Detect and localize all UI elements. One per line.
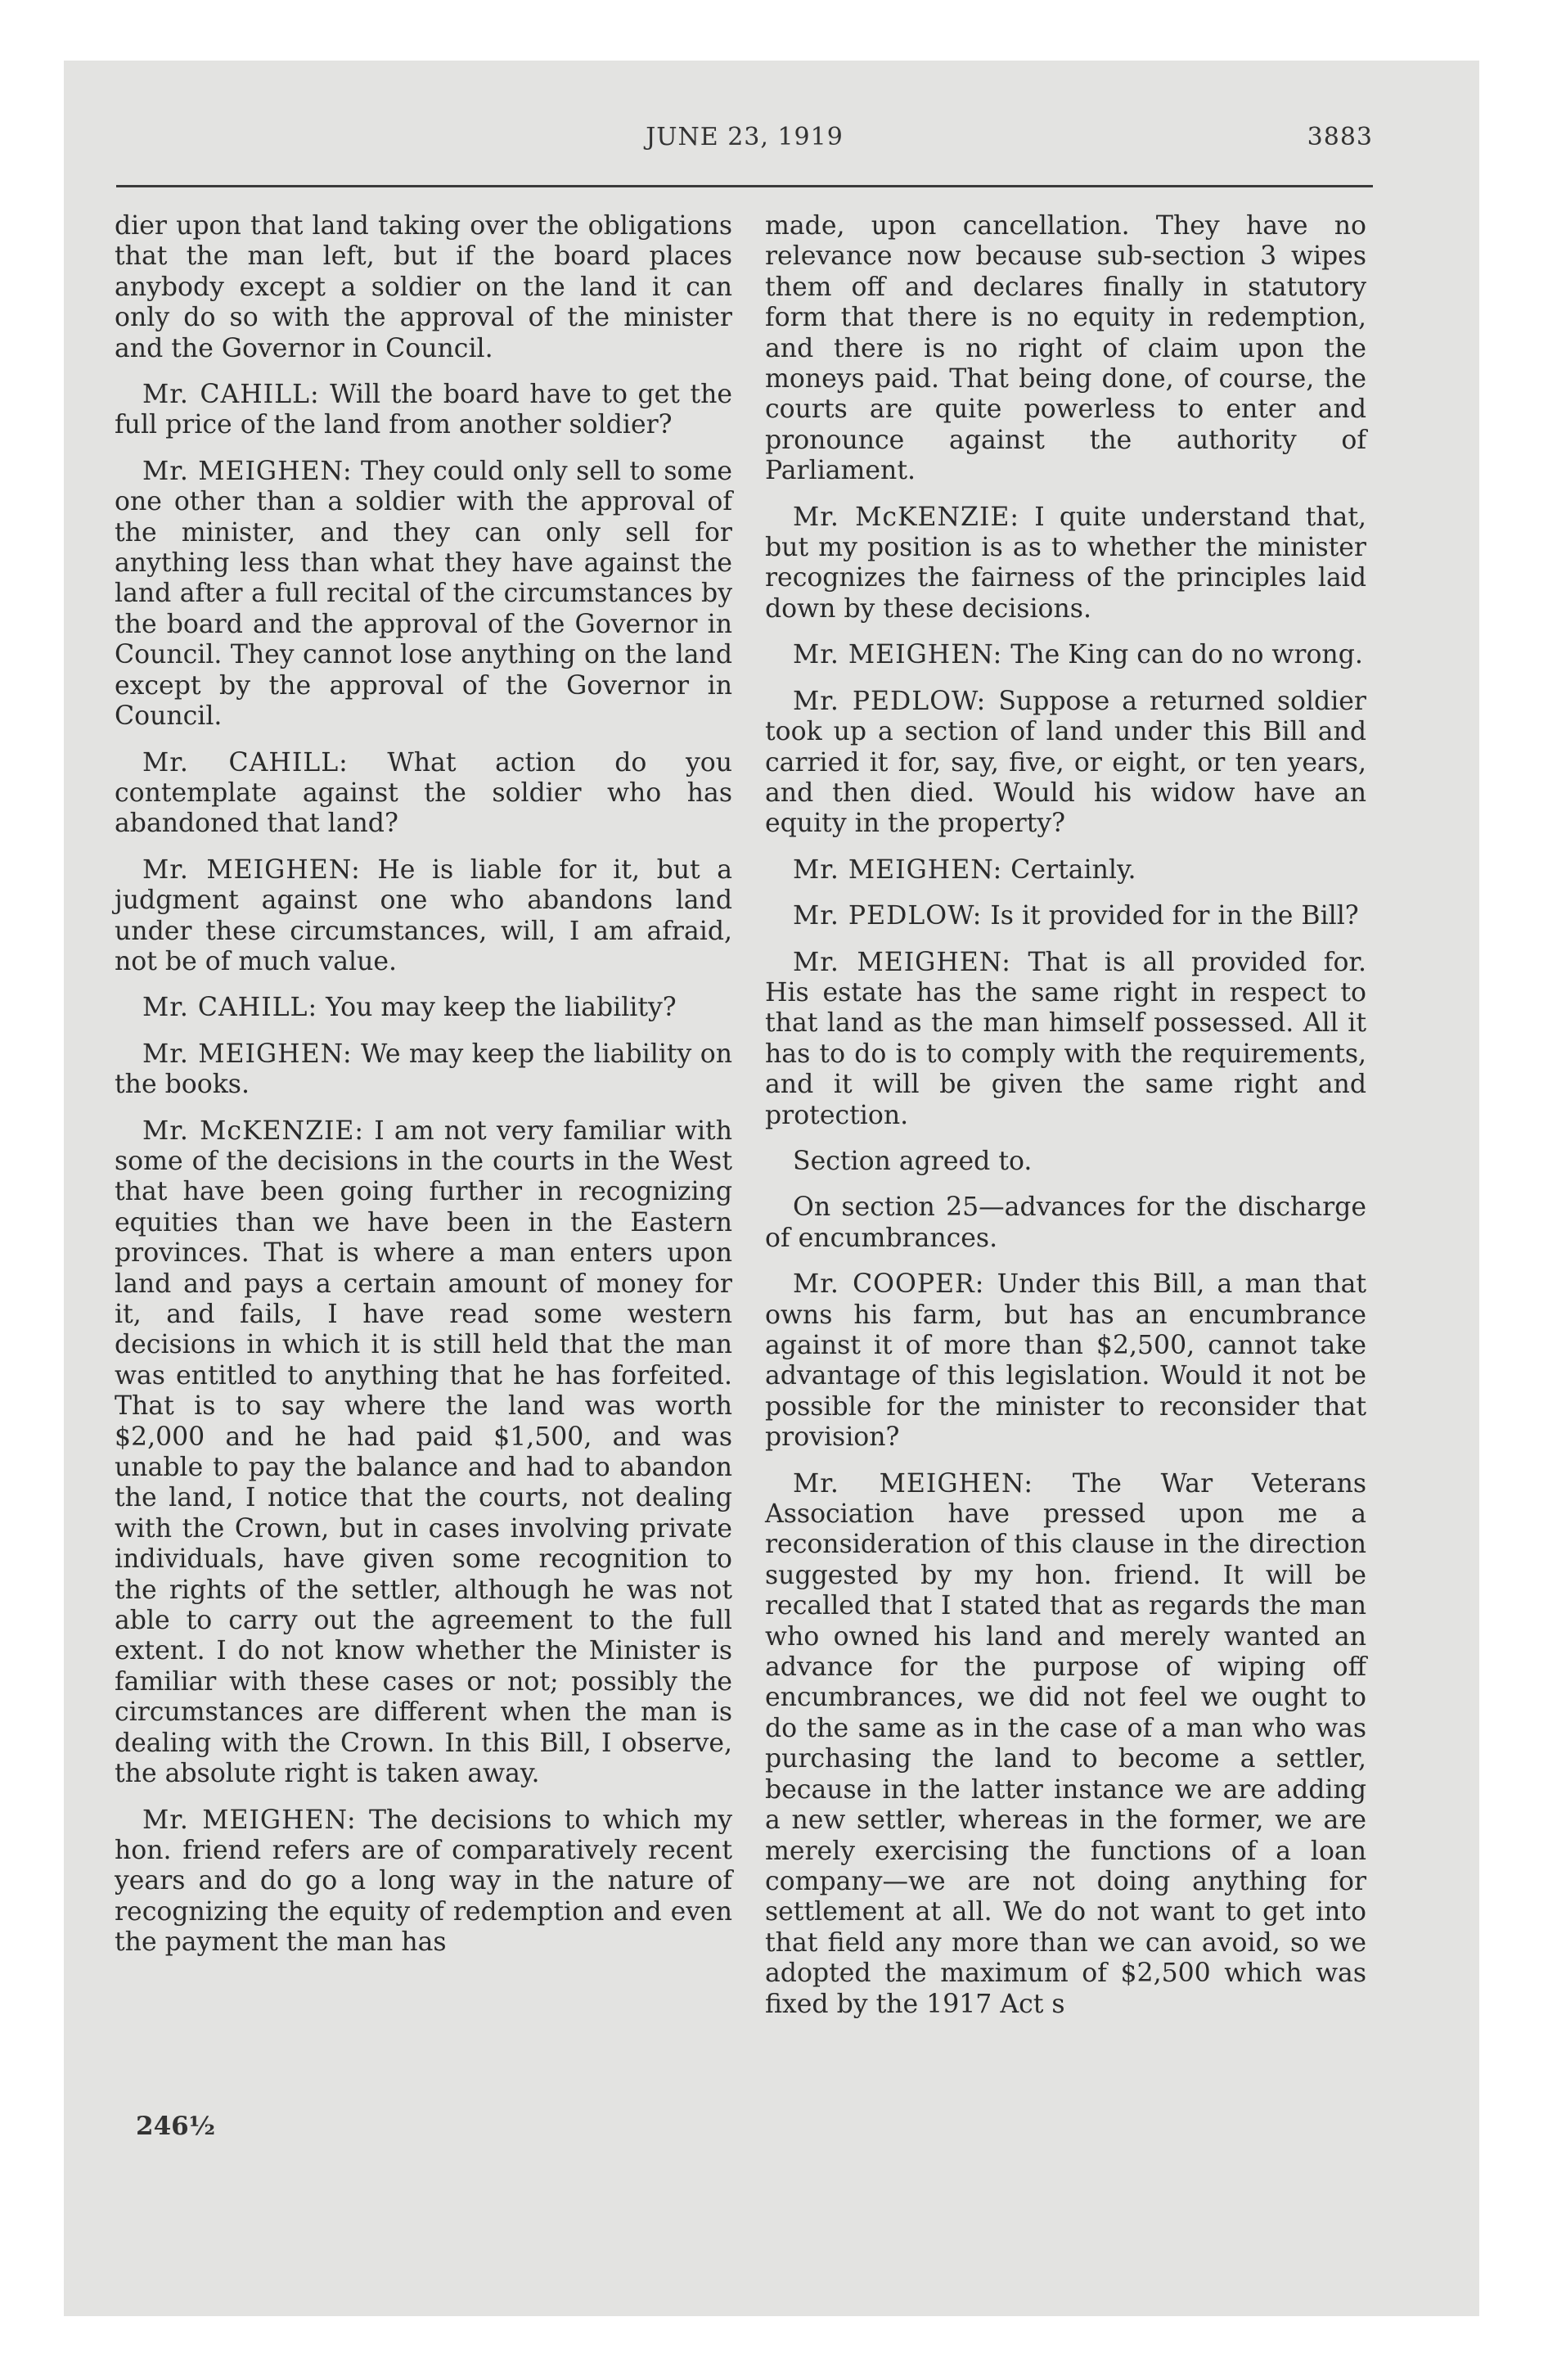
paragraph: Mr. MEIGHEN: They could only sell to some one other than a soldier with the approval of the minister, and they can only sell for anything less than what they have against the land after a full recital of the circumstances by the board and the approval of the Governor in Council. They cannot lose anything on the land except by the approval of the Governor in Council.	[115, 456, 733, 732]
paragraph: Mr. CAHILL: You may keep the liability?	[142, 993, 677, 1023]
paragraph: Mr. MEIGHEN: Certainly.	[793, 854, 1136, 885]
speaker-name: Mr. McKENZIE:	[142, 1116, 365, 1146]
page-date: JUNE 23, 1919	[646, 123, 844, 151]
speaker-name: Mr. MEIGHEN:	[793, 947, 1011, 977]
speaker-name: Mr. MEIGHEN:	[142, 854, 361, 885]
paragraph: Mr. PEDLOW: Is it provided for in the Bill?	[793, 901, 1359, 931]
paragraph: On section 25—advances for the discharge of encumbrances.	[765, 1192, 1366, 1253]
paragraph: Mr. MEIGHEN: We may keep the liability on the books.	[115, 1039, 732, 1100]
paragraph: Mr. CAHILL: What action do you contemplate against the soldier who has abandoned that land?	[115, 747, 733, 839]
paragraph: Mr. COOPER: Under this Bill, a man that owns his farm, but has an encumbrance against it of more than $2,500, cannot take advantage of this legislation. Would it not be possible for the minister to reconsider that provision?	[765, 1269, 1367, 1453]
paragraph: Mr. MEIGHEN: That is all provided for. His estate has the same right in respect to that land as the man himself possessed. All it has to do is to comply with the requirements, and it will be given the same right and protection.	[765, 947, 1367, 1130]
page-number: 3883	[1307, 123, 1373, 151]
signature-mark: 246½	[136, 2112, 216, 2141]
speaker-name: Mr. MEIGHEN:	[793, 640, 1003, 670]
right-column	[765, 211, 1366, 2035]
paragraph: Mr. MEIGHEN: He is liable for it, but a judgment against one who abandons land under these circumstances, will, I am afraid, not be of much value.	[115, 854, 733, 976]
speaker-name: Mr. CAHILL:	[142, 380, 320, 410]
speaker-name: Mr. MEIGHEN:	[142, 1805, 357, 1835]
left-column	[115, 211, 732, 1974]
speaker-name: Mr. COOPER:	[793, 1269, 985, 1300]
speaker-name: Mr. CAHILL:	[142, 993, 318, 1023]
paragraph: Mr. McKENZIE: I am not very familiar with some of the decisions in the courts in the West that have been going further in recognizing equities than we have been in the Eastern provinces. That is where a man enters upon land and pays a certain amount of money for it, and fails, I have read some western decisions in which it is still held that the man was entitled to anything that he has forfeited. That is to say where the land was worth $2,000 and he had paid $1,500, and was unable to pay the balance and had to abandon the land, I notice that the courts, not dealing with the Crown, but in cases involving private individuals, have given some recognition to the rights of the settler, although he was not able to carry out the agreement to the full extent. I do not know whether the Minister is familiar with these cases or not; possibly the circumstances are different when the man is dealing with the Crown. In this Bill, I observe, the absolute right is taken away.	[115, 1116, 732, 1789]
speaker-name: Mr. MEIGHEN:	[142, 1039, 353, 1069]
paragraph: Section agreed to.	[793, 1146, 1033, 1176]
speaker-name: Mr. CAHILL:	[142, 747, 349, 778]
paragraph: dier upon that land taking over the obligations that the man left, but if the board places anybody except a soldier on the land it can only do so with the approval of the minister and the Governor in Council.	[115, 211, 732, 363]
speaker-name: Mr. MEIGHEN:	[793, 854, 1003, 885]
paragraph: Mr. PEDLOW: Suppose a returned soldier took up a section of land under this Bill and carried it for, say, five, or eight, or ten years, and then died. Would his widow have an equity in the property?	[765, 686, 1366, 839]
header-rule	[116, 185, 1373, 187]
paragraph: Mr. CAHILL: Will the board have to get the full price of the land from another soldier?	[115, 380, 732, 440]
paragraph: Mr. MEIGHEN: The War Veterans Association have pressed upon me a reconsideration of this clause in the direction suggested by my hon. friend. It will be recalled that I stated that as regards the man who owned his land and merely wanted an advance for the purpose of wiping off encumbrances, we did not feel we ought to do the same as in the case of a man who was purchasing the land to become a settler, because in the latter instance we are adding a new settler, whereas in the former, we are merely exercising the functions of a loan company—we are not doing anything for settlement at all. We do not want to get into that field any more than we can avoid, so we adopted the maximum of $2,500 which was fixed by the 1917 Act s	[765, 1468, 1367, 2019]
speaker-name: Mr. MEIGHEN:	[793, 1468, 1034, 1499]
speaker-name: Mr. PEDLOW:	[793, 901, 983, 931]
paragraph: Mr. McKENZIE: I quite understand that, but my position is as to whether the minister recognizes the fairness of the principles laid down by these decisions.	[765, 502, 1366, 624]
speaker-name: Mr. McKENZIE:	[793, 502, 1019, 532]
paragraph: Mr. MEIGHEN: The King can do no wrong.	[793, 640, 1363, 670]
speaker-name: Mr. PEDLOW:	[793, 686, 987, 716]
paragraph: made, upon cancellation. They have no relevance now because sub-section 3 wipes them off and declares finally in statutory form that there is no equity in redemption, and there is no right of claim upon the moneys paid. That being done, of course, the courts are quite powerless to enter and pronounce against the authority of Parliament.	[765, 211, 1366, 486]
paragraph: Mr. MEIGHEN: The decisions to which my hon. friend refers are of comparatively recent years and do go a long way in the nature of recognizing the equity of redemption and even the payment the man has	[115, 1805, 733, 1958]
speaker-name: Mr. MEIGHEN:	[142, 456, 353, 486]
page-header	[116, 123, 1373, 164]
